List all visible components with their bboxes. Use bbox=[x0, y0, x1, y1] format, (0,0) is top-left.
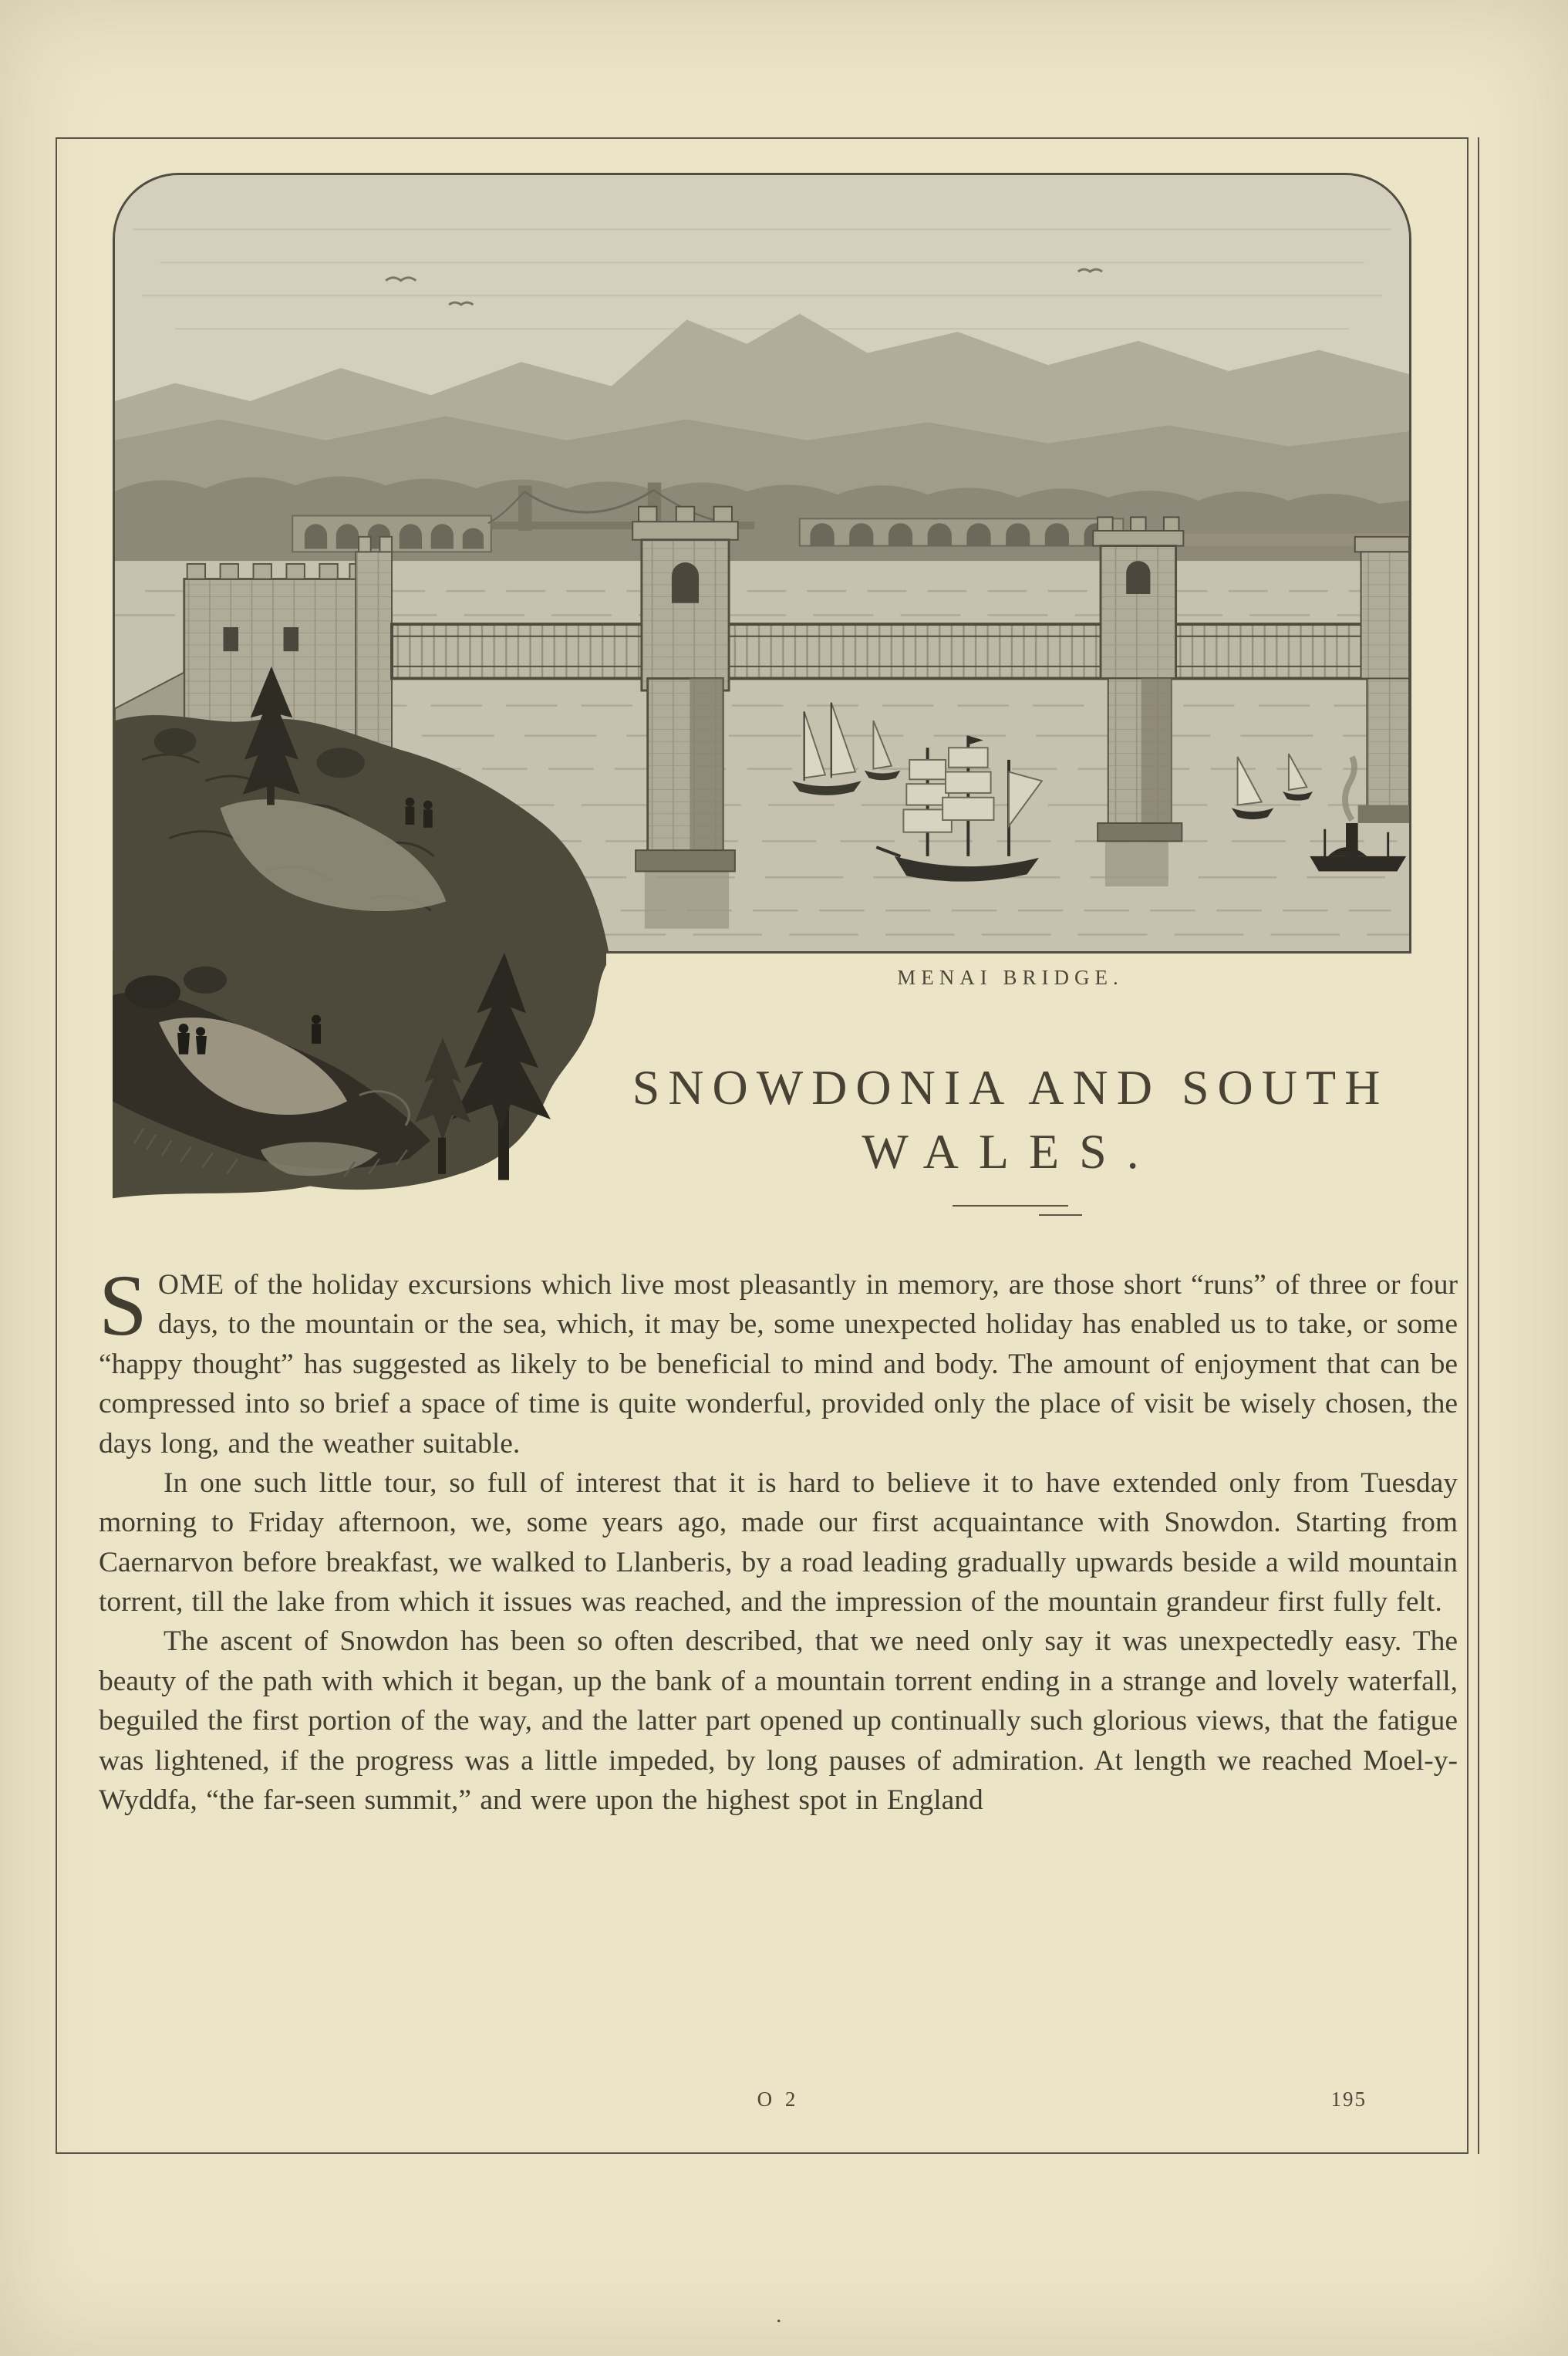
page-number: 195 bbox=[1330, 2088, 1367, 2111]
paragraph-2: In one such little tour, so full of interest that it is hard to believe it to have extended only from Tuesday morning to Friday afternoon, we, some years ago, made our first acquaintance with Snowdon. Starting from Caernarvon before breakfast, we walked to Llanberis, by a road leading gradually upwards beside a wild mountain torrent, till the lake from which it issues was reached, and the impression of the mountain grandeur first fully felt. bbox=[99, 1467, 1458, 1618]
menai-bridge-engraving bbox=[113, 173, 1411, 954]
paragraph-1-text: of the holiday excursions which live most pleasantly in memory, are those short “runs” of three or four days, to the mountain or the sea, which, it may be, some unexpected holiday has enabled us to take, or some “happy thought” has suggested as likely to be beneficial to mind and body. The amount of enjoyment that can be compressed into so brief a space of time is quite wonderful, provided only the place of visit be wisely chosen, the days long, and the weather suitable. bbox=[99, 1269, 1458, 1460]
title-divider bbox=[953, 1205, 1068, 1216]
paragraph-1 bbox=[99, 1257, 1458, 1463]
drop-cap: S bbox=[99, 1257, 147, 1354]
chapter-title-line2: WALES. bbox=[862, 1124, 1159, 1180]
tubular-bridge-span bbox=[392, 624, 1409, 678]
illustration-caption: MENAI BRIDGE. bbox=[897, 966, 1124, 989]
body-text bbox=[99, 1257, 1458, 1820]
vignette-svg bbox=[113, 950, 606, 1207]
engraving-foreground-vignette bbox=[113, 950, 606, 1207]
page-footer bbox=[99, 2088, 1458, 2118]
chapter-title-line1: SNOWDONIA AND SOUTH bbox=[632, 1060, 1389, 1115]
signature-mark: O 2 bbox=[757, 2088, 800, 2111]
lead-capitals: OME bbox=[157, 1269, 225, 1301]
engraving-svg bbox=[115, 175, 1409, 951]
bridge-tower-1 bbox=[632, 507, 738, 872]
chapter-title bbox=[617, 1055, 1404, 1216]
bottom-mark: . bbox=[776, 2302, 782, 2327]
paragraph-3: The ascent of Snowdon has been so often described, that we need only say it was unexpectedly easy. The beauty of the path with which it began, up the bank of a mountain torrent ending in a strange and lovely waterfall, beguiled the first portion of the way, and the latter part opened up continually such glorious views, that the fatigue was lightened, if the progress was a little impeded, by long pauses of admiration. At length we reached Moel-y-Wyddfa, “the far-seen summit,” and were upon the highest spot in England bbox=[99, 1625, 1458, 1816]
